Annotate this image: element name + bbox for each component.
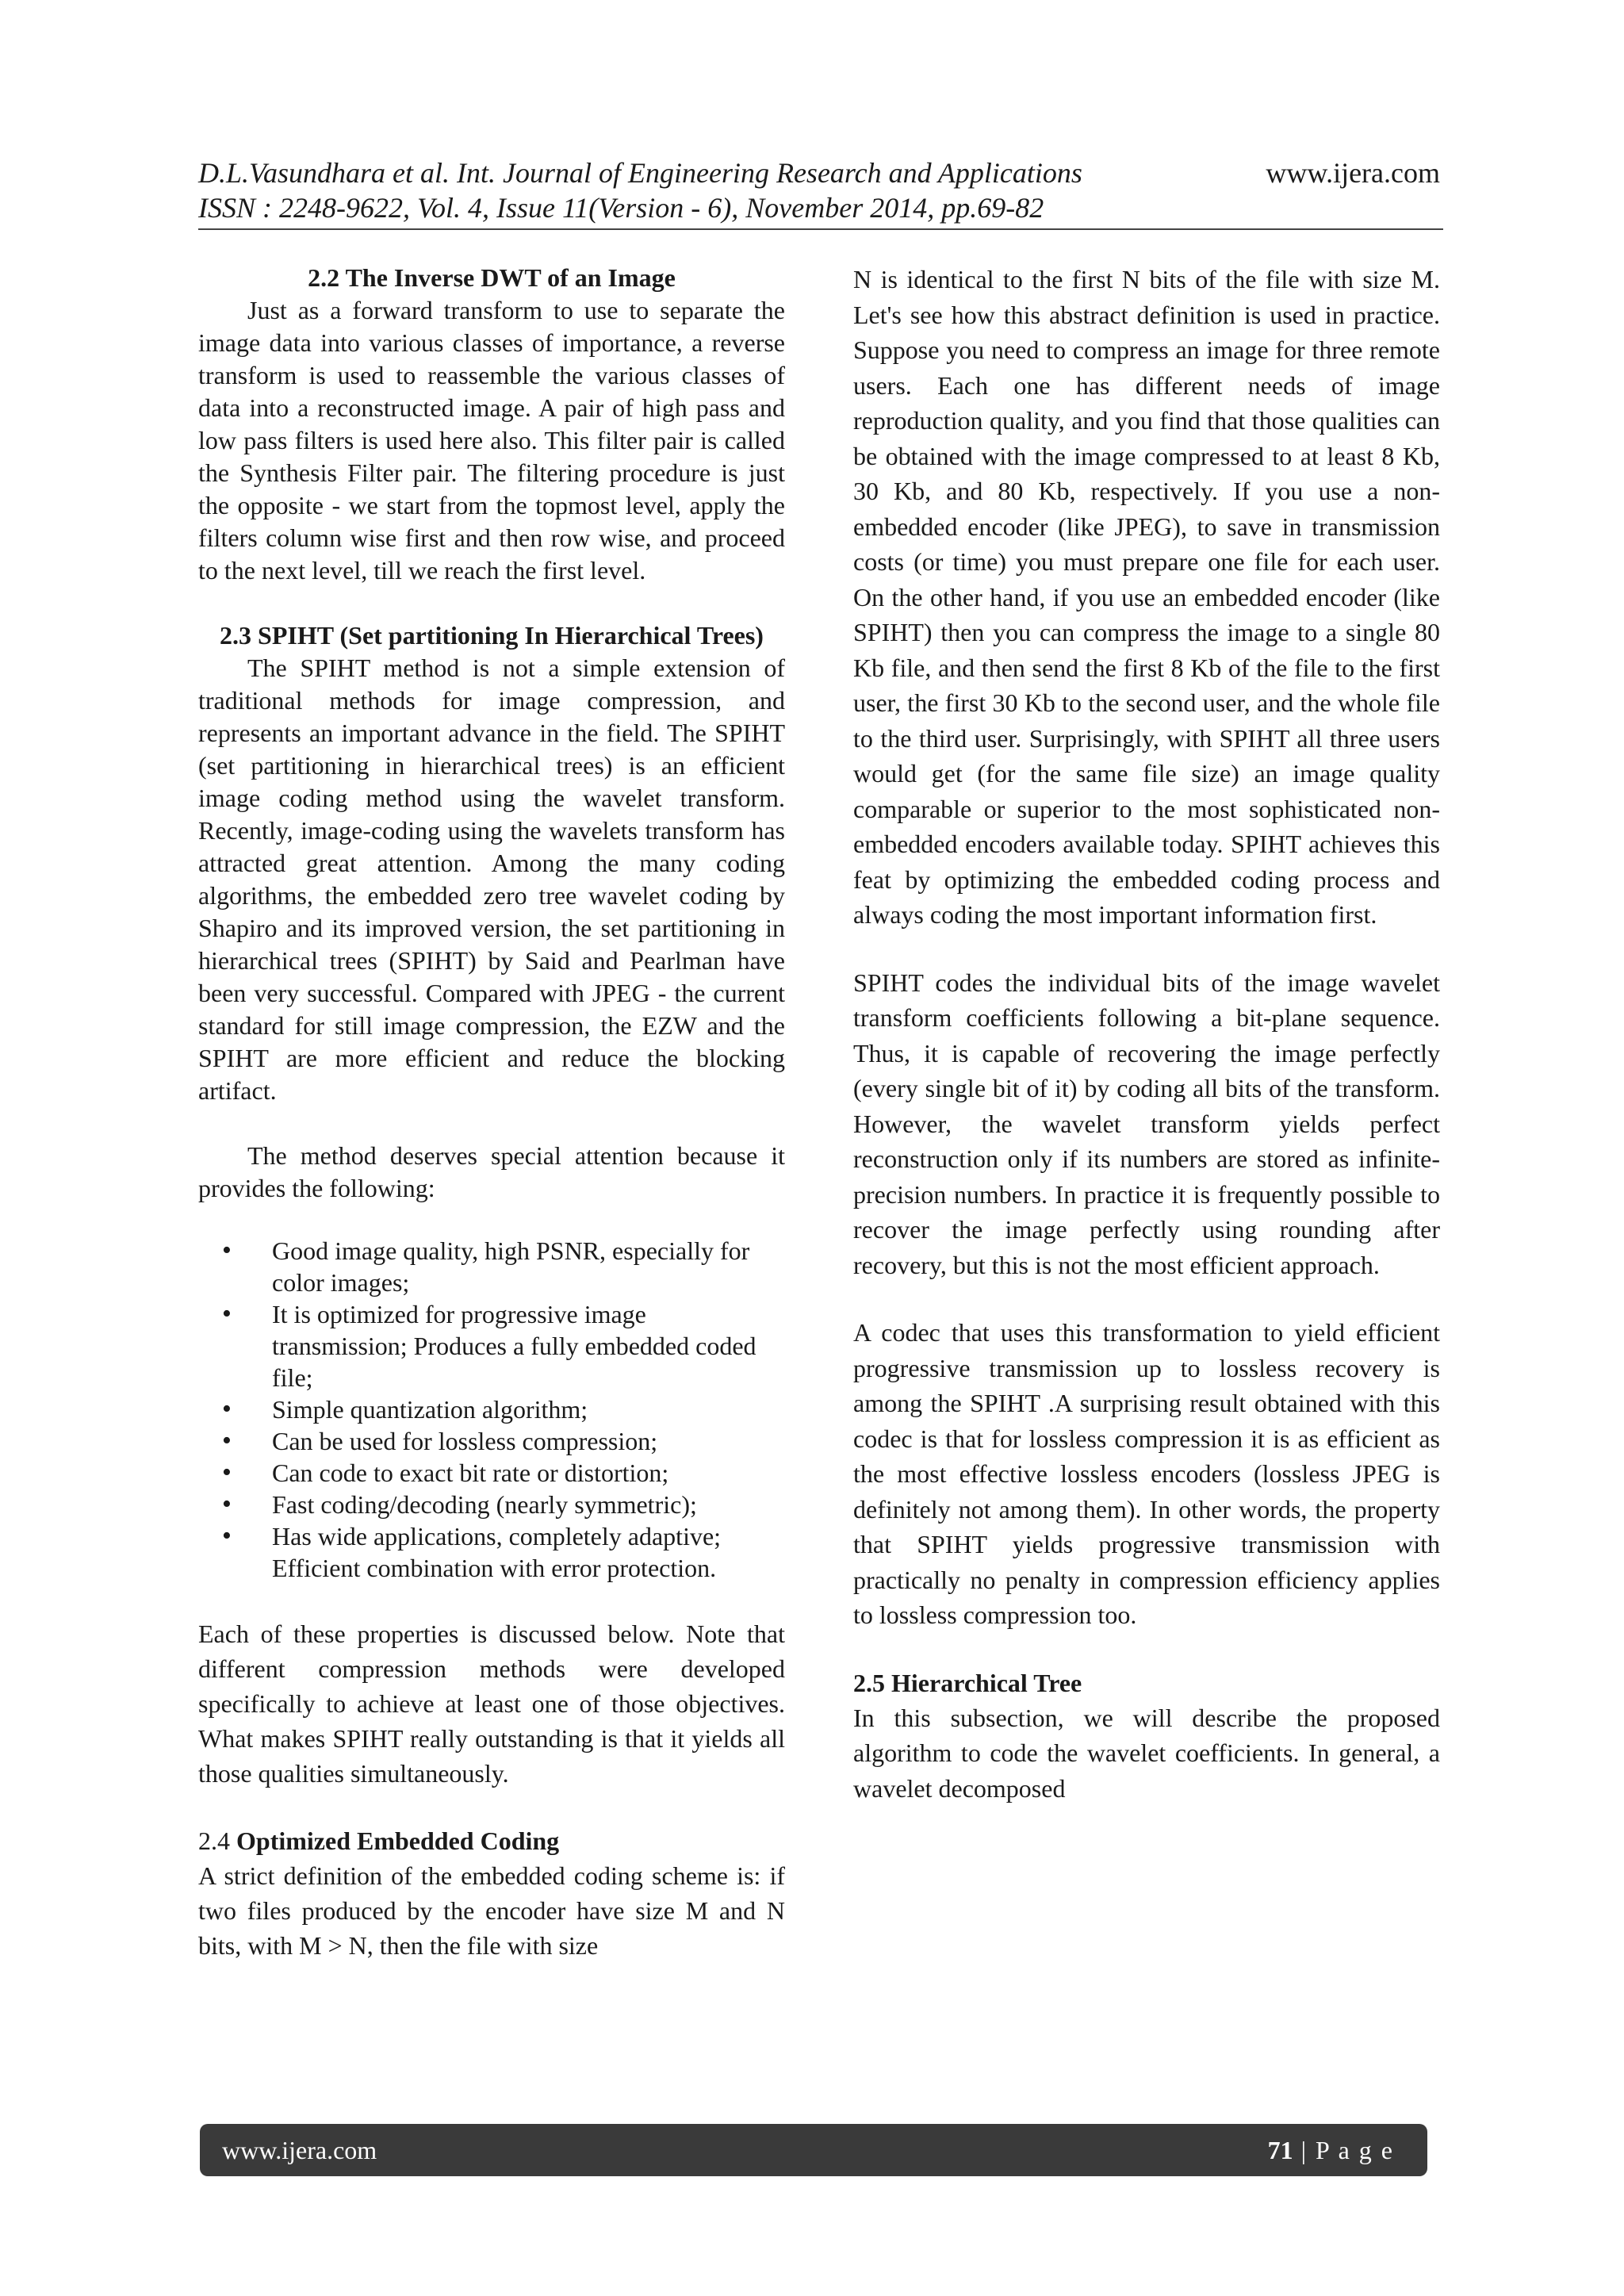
paragraph-embedded-example: N is identical to the first N bits of the file with size M. Let's see how this abstract definition is used in practice. Suppose you need to compress an image for three remote users. Each one has different needs of image reproduction quality, and you find that those qualities can be obtained with the image compressed to at least 8 Kb, 30 Kb, and 80 Kb, respectively. If you use a non-embedded encoder (like JPEG), to save in transmission costs (or time) you must prepare one file for each user. On the other hand, if you use an embedded encoder (like SPIHT) then you can compress the image to a single 80 Kb file, and then send the first 8 Kb of the file to the first user, the first 30 Kb to the second user, and the whole file to the third user. Surprisingly, with SPIHT all three users would get (for the same file size) an image quality comparable or superior to the most sophisticated non-embedded encoders available today. SPIHT achieves this feat by optimizing the embedded coding process and always coding the most important information first. — [853, 265, 1440, 929]
section-number: 2.4 — [198, 1826, 230, 1855]
header-website-link[interactable]: www.ijera.com — [1266, 157, 1440, 189]
paragraph-hierarchical-tree: In this subsection, we will describe the proposed algorithm to code the wavelet coefficients. In general, a wavelet decomposed — [853, 1703, 1440, 1803]
paragraph-bit-plane: SPIHT codes the individual bits of the image wavelet transform coefficients following a bit-plane sequence. Thus, it is capable of recovering the image perfectly (every single bit of it) by coding all bits of the transform. However, the wavelet transform yields perfect reconstruction only if its numbers are stored as infinite-precision numbers. In practice it is frequently possible to recover the image perfectly using rounding after recovery, but this is not the most efficient approach. — [853, 968, 1440, 1279]
journal-citation-line: D.L.Vasundhara et al. Int. Journal of Engineering Research and Applications — [198, 157, 1082, 189]
paragraph-lossless-codec: A codec that uses this transformation to yield efficient progressive transmission up to lossless recovery is among the SPIHT .A surprising result obtained with this codec is that for lossless compression it is as efficient as the most effective lossless encoders (lossless JPEG is definitely not among them). In other words, the property that SPIHT yields progressive transmission with practically no penalty in compression efficiency applies to lossless compression too. — [853, 1318, 1440, 1629]
list-item: • Good image quality, high PSNR, especially for color images; — [198, 1235, 785, 1298]
paragraph-properties-discussion: Each of these properties is discussed below. Note that different compression methods were developed specifically to achieve at least one of those objectives. What makes SPIHT really outstanding is that it yields all those qualities simultaneously. — [198, 1619, 785, 1788]
left-column — [198, 262, 785, 1963]
list-item: • Fast coding/decoding (nearly symmetric); — [198, 1489, 785, 1520]
page-number — [1268, 2124, 1394, 2176]
paragraph-embedded-coding: A strict definition of the embedded coding scheme is: if two files produced by the encoder have size M and N bits, with M > N, then the file with size — [198, 1861, 785, 1960]
paragraph-method-attention: The method deserves special attention because it provides the following: — [198, 1141, 785, 1202]
issn-line: ISSN : 2248-9622, Vol. 4, Issue 11(Version - 6), November 2014, pp.69-82 — [198, 192, 1044, 224]
page-footer — [200, 2124, 1427, 2176]
footer-website-link[interactable]: www.ijera.com — [222, 2136, 377, 2164]
section-heading-2-2: 2.2 The Inverse DWT of an Image — [308, 263, 676, 292]
paragraph-spiht-intro: The SPIHT method is not a simple extension of traditional methods for image compression, and represents an important advance in the field. The SPIHT (set partitioning in hierarchical trees) is an efficient image coding method using the wavelet transform. Recently, image-coding using the wavelets transform has attracted great attention. Among the many coding algorithms, the embedded zero tree wavelet coding by Shapiro and its improved version, the set partitioning in hierarchical trees (SPIHT) by Said and Pearlman have been very successful. Compared with JPEG - the current standard for still image compression, the EZW and the SPIHT are more efficient and reduce the blocking artifact. — [198, 654, 785, 1105]
section-title: Optimized Embedded Coding — [236, 1826, 560, 1855]
list-item: • Can code to exact bit rate or distortion; — [198, 1457, 785, 1489]
page-number-value: 71 — [1267, 2136, 1293, 2164]
list-item: • It is optimized for progressive image transmission; Produces a fully embedded coded file; — [198, 1298, 785, 1393]
right-column — [853, 262, 1440, 1806]
spiht-properties-list — [198, 1235, 785, 1584]
running-header — [198, 155, 1443, 230]
list-item: • Simple quantization algorithm; — [198, 1393, 785, 1425]
paragraph-inverse-dwt: Just as a forward transform to use to separate the image data into various classes of importance, a reverse transform is used to reassemble the various classes of data into a reconstructed image. A pair of high pass and low pass filters is used here also. This filter pair is called the Synthesis Filter pair. The filtering procedure is just the opposite - we start from the topmost level, apply the filters column wise first and then row wise, and proceed to the next level, till we reach the first level. — [198, 296, 785, 585]
list-item: • Has wide applications, completely adaptive; Efficient combination with error protection. — [198, 1520, 785, 1584]
section-heading-2-5: 2.5 Hierarchical Tree — [853, 1668, 1082, 1697]
section-heading-2-4 — [198, 1823, 785, 1858]
section-heading-2-3: 2.3 SPIHT (Set partitioning In Hierarchical Trees) — [220, 621, 764, 650]
list-item: • Can be used for lossless compression; — [198, 1425, 785, 1457]
page-label: | P a g e — [1293, 2136, 1394, 2164]
